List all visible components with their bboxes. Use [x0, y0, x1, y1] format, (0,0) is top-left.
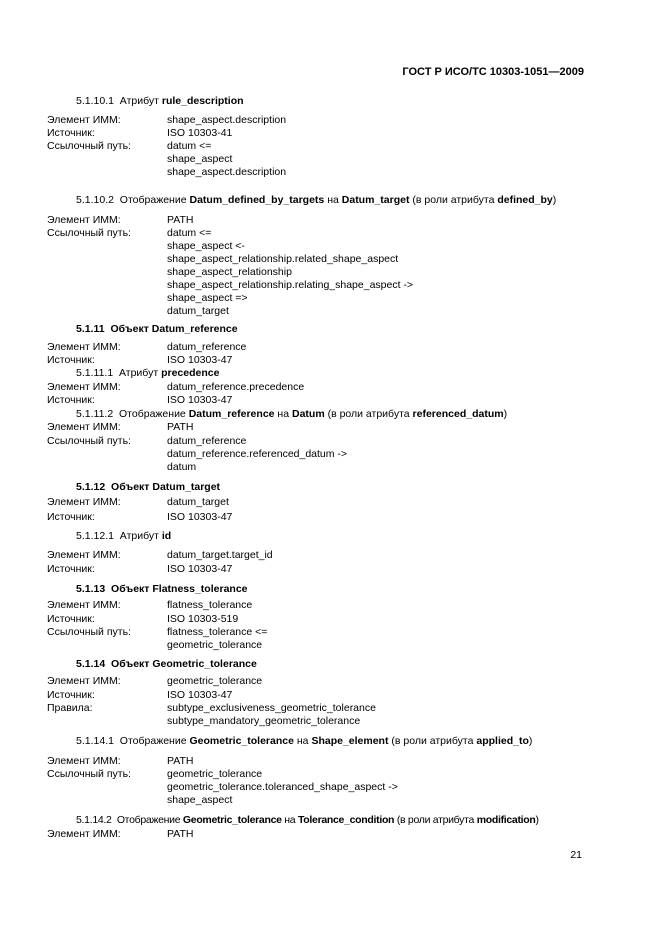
row-value: datum_reference — [167, 435, 247, 447]
path-continuation: shape_aspect_relationship — [167, 266, 292, 278]
heading-prefix: Атрибут — [119, 95, 159, 107]
heading-role: (в роли атрибута — [327, 408, 410, 420]
heading-prefix: Отображение — [116, 814, 181, 826]
heading-close: ) — [503, 408, 508, 420]
row-value: ISO 10303-47 — [167, 511, 233, 523]
attribute-name: defined_by — [497, 194, 553, 206]
mapping-heading — [76, 408, 507, 420]
attribute-name: modification — [476, 814, 536, 826]
section-number: 5.1.11.1 — [76, 367, 114, 379]
row-value: datum_reference.precedence — [167, 381, 305, 393]
row-label: Ссылочный путь: — [47, 227, 131, 239]
path-continuation: datum — [167, 461, 197, 473]
row-label: Источник: — [47, 613, 95, 625]
section-heading — [76, 583, 248, 595]
row-label: Источник: — [47, 563, 95, 575]
heading-prefix: Атрибут — [119, 367, 159, 379]
row-value: ISO 10303-47 — [167, 689, 233, 701]
row-value: ISO 10303-41 — [167, 127, 233, 139]
row-label: Элемент ИММ: — [47, 675, 121, 687]
section-number: 5.1.14 — [76, 658, 106, 670]
page-number: 21 — [570, 849, 582, 861]
mapping-heading — [76, 194, 556, 206]
section-heading — [76, 323, 238, 335]
row-value: ISO 10303-47 — [167, 563, 233, 575]
heading-role: (в роли атрибута — [396, 814, 475, 826]
object-name: Datum_reference — [188, 408, 275, 420]
section-number: 5.1.12.1 — [76, 530, 114, 542]
row-label: Источник: — [47, 689, 95, 701]
row-label: Элемент ИММ: — [47, 549, 121, 561]
row-value: PATH — [167, 421, 194, 433]
path-continuation: geometric_tolerance — [167, 639, 263, 651]
section-number: 5.1.11.2 — [76, 408, 114, 420]
row-label: Ссылочный путь: — [47, 768, 131, 780]
row-label: Источник: — [47, 394, 95, 406]
heading-connector: на — [284, 814, 296, 826]
document-header: ГОСТ Р ИСО/ТС 10303-1051—2009 — [402, 66, 584, 78]
section-title: Объект Datum_target — [111, 481, 221, 493]
section-heading — [76, 658, 257, 670]
row-value: datum <= — [167, 227, 212, 239]
row-label: Ссылочный путь: — [47, 626, 131, 638]
row-label: Ссылочный путь: — [47, 435, 131, 447]
row-label: Элемент ИММ: — [47, 828, 121, 840]
path-continuation: datum_target — [167, 305, 229, 317]
row-value: PATH — [167, 214, 194, 226]
row-label: Элемент ИММ: — [47, 496, 121, 508]
row-value: datum_target.target_id — [167, 549, 273, 561]
row-label: Ссылочный путь: — [47, 140, 131, 152]
path-continuation: subtype_mandatory_geometric_tolerance — [167, 715, 361, 727]
row-value: PATH — [167, 755, 194, 767]
row-value: ISO 10303-519 — [167, 613, 239, 625]
section-number: 5.1.11 — [76, 323, 105, 335]
heading-prefix: Атрибут — [119, 530, 159, 542]
row-label: Элемент ИММ: — [47, 381, 121, 393]
target-name: Tolerance_condition — [297, 814, 395, 826]
row-value: ISO 10303-47 — [167, 354, 233, 366]
section-heading — [76, 481, 220, 493]
row-value: flatness_tolerance — [167, 599, 253, 611]
heading-close: ) — [535, 814, 539, 826]
object-name: Datum_defined_by_targets — [189, 194, 325, 206]
row-value: flatness_tolerance <= — [167, 626, 268, 638]
section-title: Объект Datum_reference — [110, 323, 238, 335]
row-value: datum <= — [167, 140, 212, 152]
object-name: Geometric_tolerance — [182, 814, 282, 826]
heading-connector: на — [327, 194, 339, 206]
row-label: Элемент ИММ: — [47, 114, 121, 126]
row-value: subtype_exclusiveness_geometric_tolerance — [167, 702, 376, 714]
attribute-heading — [76, 95, 244, 107]
row-value: shape_aspect.description — [167, 114, 287, 126]
row-label: Источник: — [47, 354, 95, 366]
heading-close: ) — [552, 194, 557, 206]
heading-connector: на — [296, 735, 309, 747]
section-number: 5.1.10.1 — [76, 95, 114, 107]
attribute-name: referenced_datum — [412, 408, 504, 420]
heading-prefix: Отображение — [119, 408, 186, 420]
row-label: Источник: — [47, 511, 95, 523]
path-continuation: shape_aspect <- — [167, 240, 245, 252]
section-number: 5.1.14.1 — [76, 735, 114, 747]
target-name: Datum_target — [341, 194, 410, 206]
path-continuation: shape_aspect_relationship.related_shape_aspect — [167, 253, 399, 265]
row-label: Элемент ИММ: — [47, 341, 121, 353]
section-number: 5.1.14.2 — [76, 814, 112, 826]
section-number: 5.1.10.2 — [76, 194, 114, 206]
attribute-name: precedence — [161, 367, 220, 379]
heading-connector: на — [277, 408, 290, 420]
row-value: ISO 10303-47 — [167, 394, 233, 406]
heading-prefix: Отображение — [119, 735, 187, 747]
section-number: 5.1.13 — [76, 583, 106, 595]
heading-role: (в роли атрибута — [391, 735, 474, 747]
attribute-name: id — [161, 530, 172, 542]
row-label: Элемент ИММ: — [47, 599, 121, 611]
heading-close: ) — [528, 735, 533, 747]
attribute-heading — [76, 530, 171, 542]
row-label: Элемент ИММ: — [47, 755, 121, 767]
section-title: Объект Flatness_tolerance — [111, 583, 248, 595]
mapping-heading — [76, 735, 532, 747]
path-continuation: shape_aspect — [167, 153, 233, 165]
attribute-heading — [76, 367, 219, 379]
row-label: Элемент ИММ: — [47, 214, 121, 226]
path-continuation: shape_aspect => — [167, 292, 248, 304]
section-number: 5.1.12 — [76, 481, 106, 493]
row-value: PATH — [167, 828, 194, 840]
row-value: datum_reference — [167, 341, 247, 353]
path-continuation: shape_aspect — [167, 794, 233, 806]
path-continuation: geometric_tolerance.toleranced_shape_aspect -> — [167, 781, 398, 793]
row-value: geometric_tolerance — [167, 675, 263, 687]
heading-role: (в роли атрибута — [412, 194, 495, 206]
target-name: Datum — [291, 408, 325, 420]
heading-prefix: Отображение — [119, 194, 187, 206]
row-value: datum_target — [167, 496, 229, 508]
attribute-name: applied_to — [476, 735, 529, 747]
attribute-name: rule_description — [161, 95, 244, 107]
row-value: geometric_tolerance — [167, 768, 263, 780]
path-continuation: shape_aspect_relationship.relating_shape_aspect -> — [167, 279, 414, 291]
section-title: Объект Geometric_tolerance — [111, 658, 257, 670]
row-label: Правила: — [47, 702, 93, 714]
row-label: Элемент ИММ: — [47, 421, 121, 433]
row-label: Источник: — [47, 127, 95, 139]
path-continuation: shape_aspect.description — [167, 166, 287, 178]
object-name: Geometric_tolerance — [189, 735, 294, 747]
target-name: Shape_element — [311, 735, 389, 747]
path-continuation: datum_reference.referenced_datum -> — [167, 448, 348, 460]
mapping-heading — [76, 814, 539, 826]
